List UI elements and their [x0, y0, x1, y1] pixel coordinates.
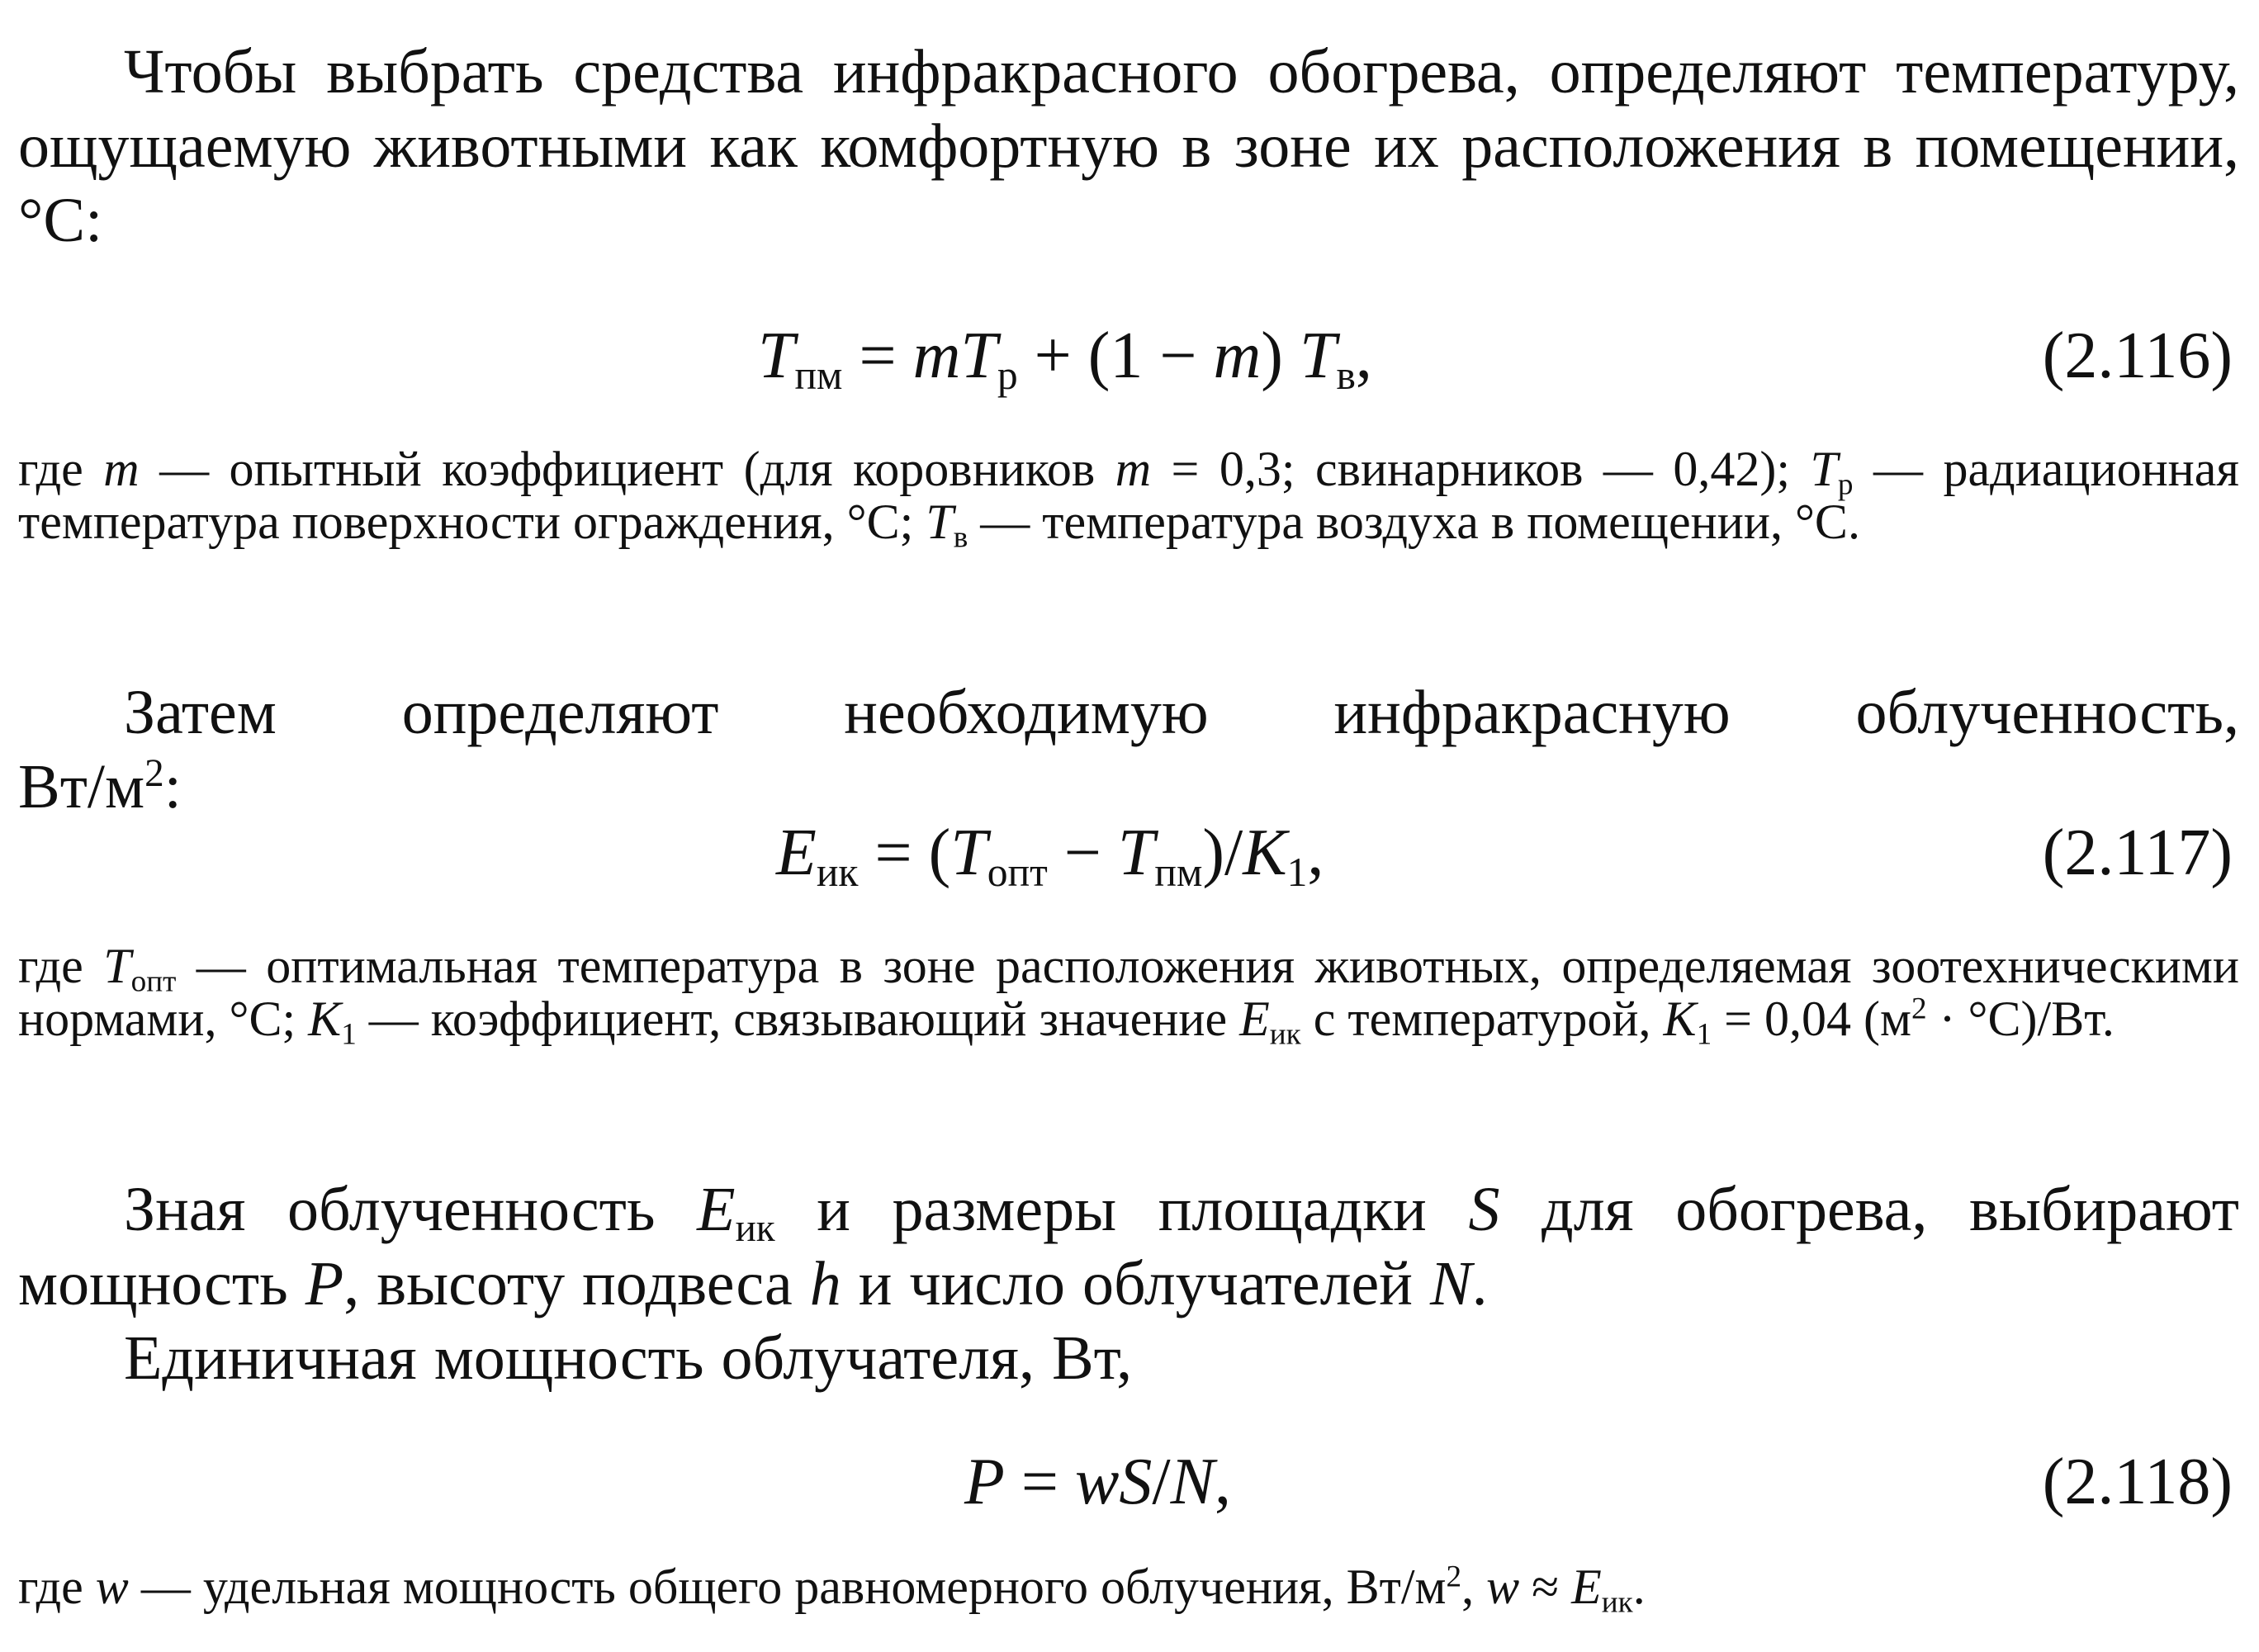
- formula-2-116-number: (2.116): [2042, 320, 2233, 392]
- paragraph-irradiance-line1: Затем определяют необходимую инфракрасную облученность,: [124, 678, 2239, 747]
- paragraph-irradiance: [18, 675, 2239, 824]
- paragraph-intro: [18, 35, 2239, 258]
- formula-2-118: [0, 1437, 2259, 1527]
- formula-2-117: [0, 807, 2259, 898]
- where-clause-2-117: где $T_{опт}$ — оптимальная температура в зоне расположения животных, определяемая зоотехническими нормами, °С; $K_1$ — коэффициент, связывающий значение $E_{ик}$ с температурой, $K_1 = 0,04$ $(м^2 \cdot ^\circ С)/Вт$.: [18, 939, 2239, 1052]
- formula-2-118-number: (2.118): [2042, 1446, 2233, 1518]
- formula-2-117-expression: $E_{ик} = (T_{опт} - T_{пм})/K_1$,: [776, 817, 1324, 895]
- where-clause-2-116: где m — опытный коэффициент (для коровников m = 0,3; свинарников — 0,42); $T_р$ — радиационная температура поверхности ограждения, °С; $T_в$ — температура воздуха в помещении, °С.: [18, 442, 2240, 555]
- formula-2-117-number: (2.117): [2042, 817, 2233, 889]
- formula-2-116: [0, 310, 2259, 401]
- paragraph-intro-text: Чтобы выбрать средства инфракрасного обогрева, определяют температуру, ощущаемую животными как комфортную в зоне их расположения в помещении, °С:: [18, 37, 2239, 255]
- paragraph-irradiance-line2: $Вт/м^2$:: [18, 752, 182, 821]
- paragraph-selection: Зная облученность $E_{ик}$ и размеры площадки S для обогрева, выбирают мощность P, высоту подвеса h и число облучателей N.: [18, 1175, 2240, 1318]
- formula-2-116-expression: $T_{пм} = mT_р + (1 - m)$ $T_в$,: [758, 320, 1372, 398]
- where-clause-2-118: где w — удельная мощность общего равномерного облучения, $Вт/м^2$, $w \approx E_{ик}$.: [18, 1560, 1646, 1620]
- formula-2-118-expression: P = wS/N,: [964, 1446, 1231, 1518]
- paragraph-unit-power: Единичная мощность облучателя, Вт,: [124, 1323, 1133, 1393]
